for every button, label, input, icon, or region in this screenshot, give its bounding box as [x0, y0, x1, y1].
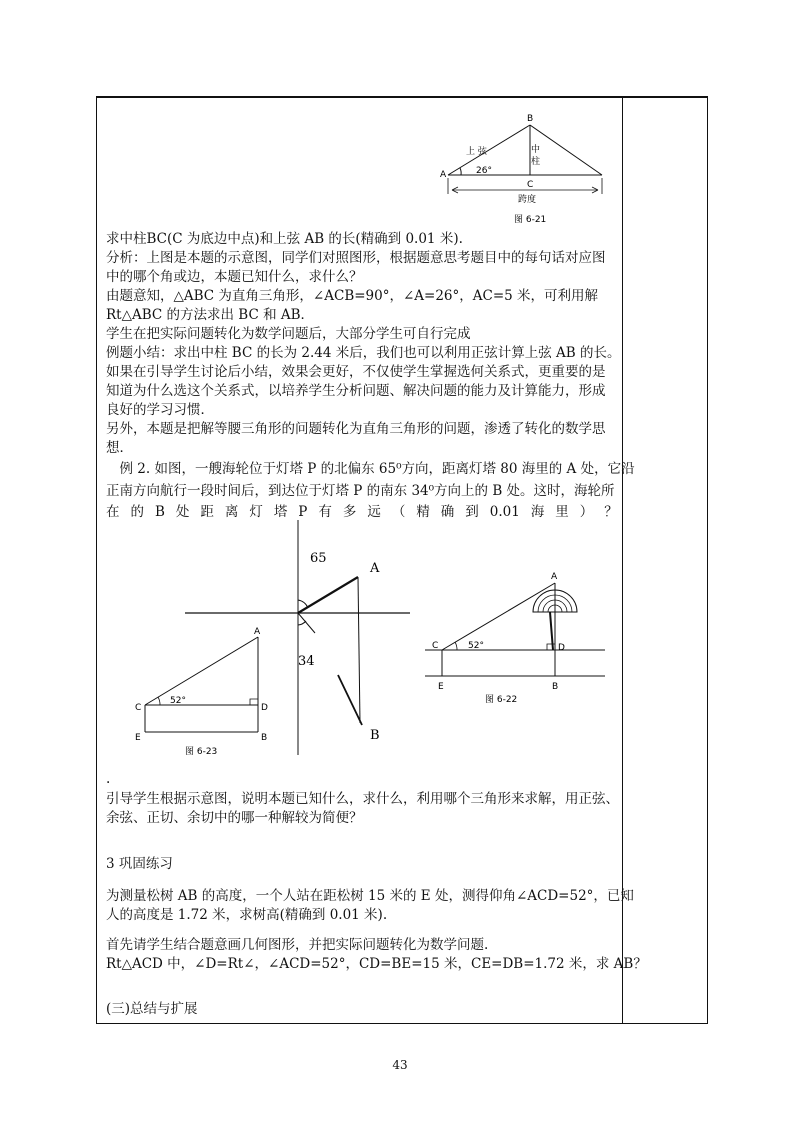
page-number: 43: [392, 1058, 408, 1072]
fig622-label-b: B: [552, 682, 559, 692]
fig621-side-label: 上 弦: [466, 147, 487, 157]
q-char: 确: [440, 504, 455, 520]
fig623-angle: 52°: [170, 696, 186, 706]
text-line: 知道为什么选这个关系式，以培养学生分析问题、解决问题的能力及计算能力，形成: [106, 383, 606, 399]
fig621-angle: 26°: [476, 166, 492, 176]
q-char: P: [298, 504, 308, 520]
figp-label-a: A: [370, 561, 380, 576]
practice-line: 人的高度是 1.72 米，求树高(精确到 0.01 米).: [106, 907, 388, 923]
figp-angle-top: 65: [310, 551, 327, 566]
q-char: ？: [604, 504, 618, 520]
text-line: 良好的学习习惯．: [106, 402, 214, 418]
q-char: 在: [106, 504, 120, 520]
figure-lighthouse: [180, 515, 410, 760]
practice-line: Rt△ACD 中，∠D=Rt∠，∠ACD=52°，CD=BE=15 米，CE=DB=1.72 米，求 AB？: [106, 956, 647, 972]
q-char: 0.01: [489, 504, 520, 520]
q-char: 处: [175, 504, 190, 520]
example-2-line: 正南方向航行一段时间后，到达位于灯塔 P 的南东 34⁰方向上的 B 处。这时，海轮所: [106, 483, 615, 499]
example-2-line: 例 2. 如图，一艘海轮位于灯塔 P 的北偏东 65⁰方向，距离灯塔 80 海里的 A 处，它沿: [106, 461, 635, 477]
fig621-label-c: C: [527, 180, 534, 190]
q-char: B: [154, 504, 165, 520]
fig622-label-c: C: [432, 641, 439, 651]
q-char: （: [391, 504, 406, 520]
q-char: 多: [342, 504, 357, 520]
fig621-center-label: 中 柱: [529, 144, 539, 165]
q-char: 灯: [249, 504, 263, 520]
fig623-label-d: D: [261, 703, 268, 713]
text-line: 由题意知，△ABC 为直角三角形，∠ACB=90°，∠A=26°，AC=5 米，可利用解: [106, 288, 599, 304]
section-title: 3 巩固练习: [106, 856, 173, 872]
figure-6-22: [420, 570, 605, 710]
column-divider: [622, 96, 623, 1023]
text-line: 如果在引导学生讨论后小结，效果会更好，不仅使学生掌握选何关系式，更重要的是: [106, 364, 606, 380]
section-title: (三)总结与扩展: [106, 1001, 198, 1017]
fig622-label-d: D: [558, 643, 565, 653]
guide-line: 引导学生根据示意图，说明本题已知什么，求什么，利用哪个三角形来求解，用正弦、: [106, 791, 619, 807]
q-char: 海: [530, 504, 545, 520]
text-line: 想．: [106, 440, 133, 456]
q-char: 精: [416, 504, 430, 520]
q-char: 有: [318, 504, 332, 520]
q-char: 塔: [273, 504, 288, 520]
practice-line: 首先请学生结合题意画几何图形，并把实际问题转化为数学问题.: [106, 937, 489, 953]
q-char: ）: [579, 504, 594, 520]
text-line: 另外，本题是把解等腰三角形的问题转化为直角三角形的问题，渗透了转化的数学思: [106, 421, 606, 437]
figp-label-b: B: [370, 728, 380, 743]
fig622-label-a: A: [551, 572, 558, 582]
figp-angle-bottom: 34: [298, 654, 315, 669]
fig621-label-b: B: [527, 114, 534, 124]
practice-line: 为测量松树 AB 的高度，一个人站在距松树 15 米的 E 处，测得仰角∠ACD=52°，已知: [106, 888, 634, 904]
fig621-label-a: A: [440, 170, 447, 180]
fig623-label-a: A: [254, 627, 261, 637]
fig622-angle: 52°: [468, 641, 484, 651]
guide-line: 余弦、正切、余切中的哪一种解较为简便？: [106, 810, 363, 826]
fig623-label-b: B: [261, 733, 268, 743]
fig621-caption: 图 6-21: [514, 215, 547, 225]
text-line: Rt△ABC 的方法求出 BC 和 AB．: [106, 307, 315, 323]
q-char: 远: [367, 504, 381, 520]
text-line: 分析：上图是本题的示意图，同学们对照图形，根据题意思考题目中的每句话对应图: [106, 250, 606, 266]
text-line: 中的哪个角或边，本题已知什么，求什么？: [106, 269, 363, 285]
fig623-caption: 图 6-23: [185, 747, 218, 757]
text-line: 学生在把实际问题转化为数学问题后，大部分学生可自行完成: [106, 326, 471, 342]
figure-6-21: [430, 110, 610, 230]
q-char: 的: [130, 504, 144, 520]
dot-mark: .: [106, 771, 111, 787]
q-char: 离: [224, 504, 239, 520]
text-line: 例题小结：求出中柱 BC 的长为 2.44 米后，我们也可以利用正弦计算上弦 AB 的长。: [106, 345, 621, 361]
fig623-label-c: C: [135, 703, 142, 713]
fig623-label-e: E: [135, 733, 141, 743]
fig621-span-label: 跨度: [518, 195, 537, 205]
text-line: 求中柱BC(C 为底边中点)和上弦 AB 的长(精确到 0.01 米).: [106, 231, 463, 247]
fig622-caption: 图 6-22: [485, 695, 518, 705]
fig622-label-e: E: [438, 682, 444, 692]
row-divider: [96, 97, 707, 98]
q-char: 距: [200, 504, 214, 520]
q-char: 到: [465, 504, 479, 520]
q-char: 里: [555, 504, 569, 520]
